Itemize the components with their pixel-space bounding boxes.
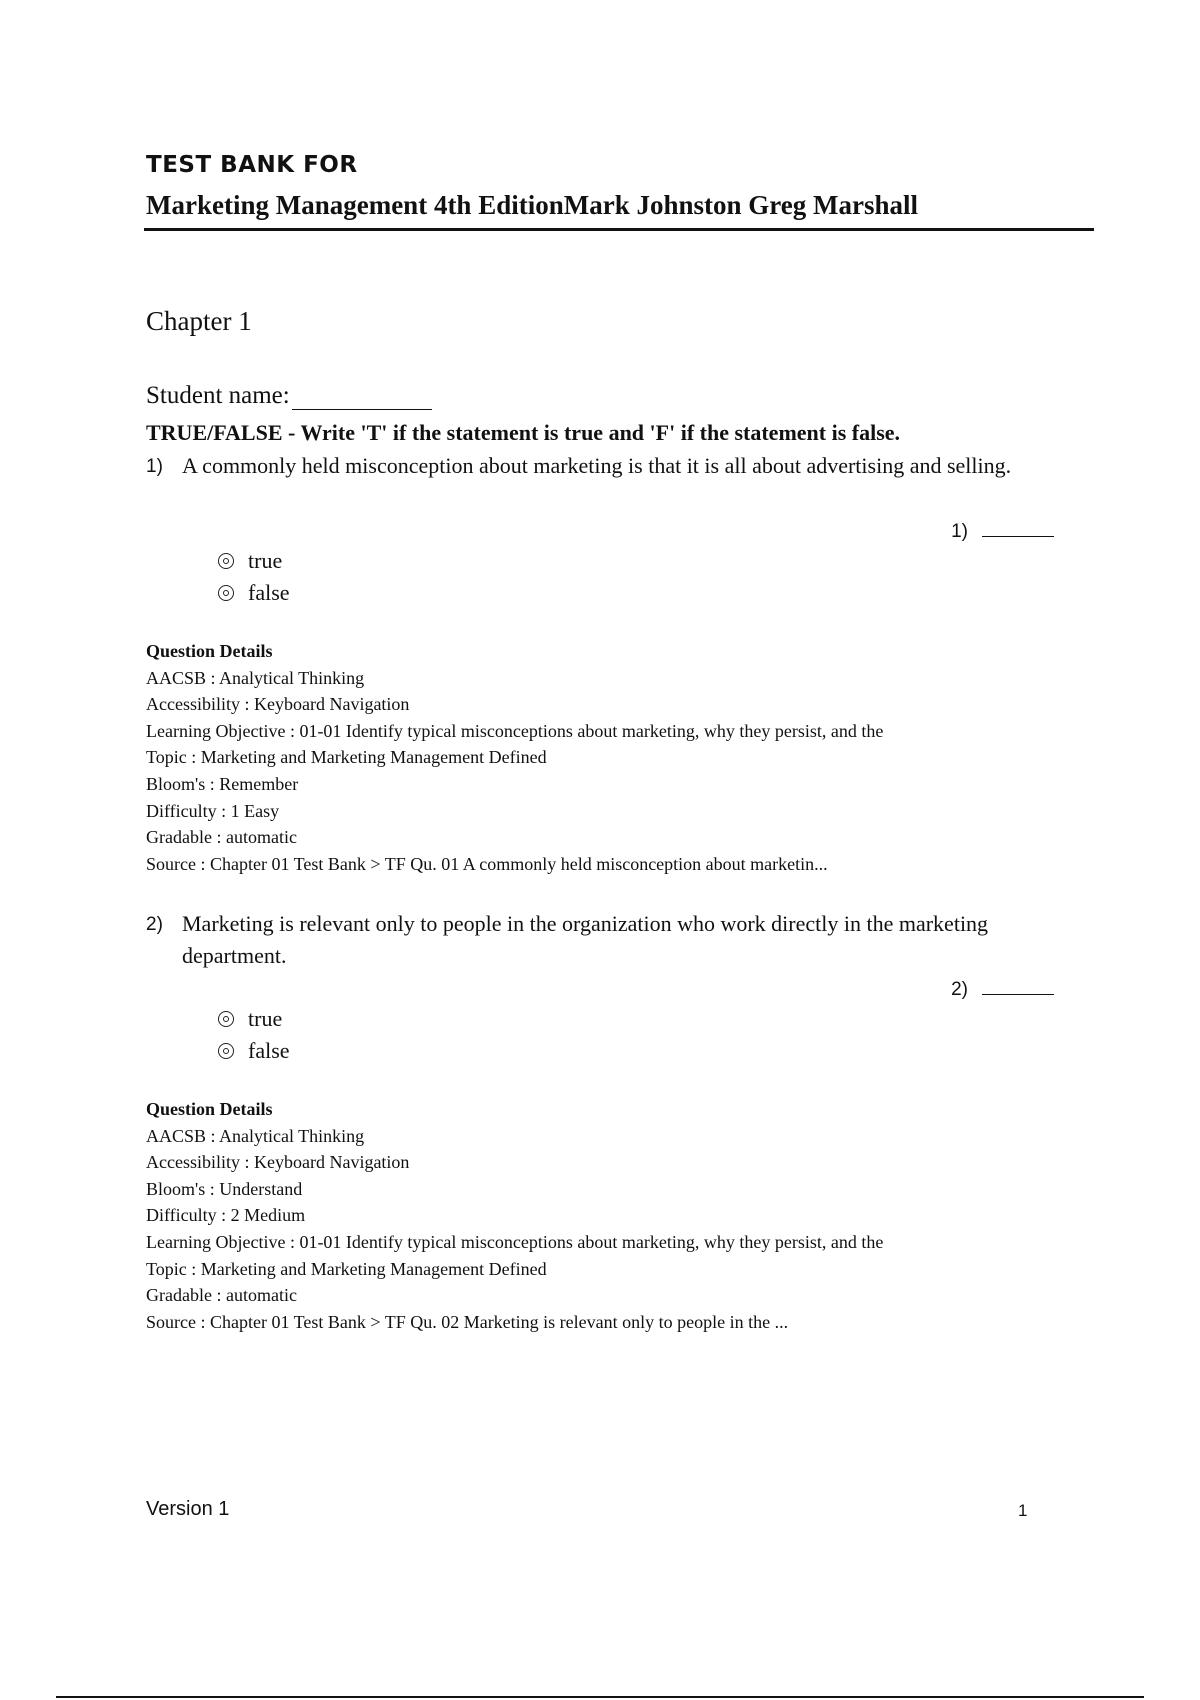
question-text: A commonly held misconception about marketing is that it is all about advertising and selling. — [182, 453, 1012, 478]
answer-options — [218, 1003, 290, 1067]
detail-line: Source : Chapter 01 Test Bank > TF Qu. 02 Marketing is relevant only to people in the ... — [146, 1311, 789, 1332]
doc-title: Marketing Management 4th EditionMark Johnston Greg Marshall — [146, 190, 918, 220]
detail-line: Bloom's : Remember — [146, 773, 299, 794]
answer-blank[interactable] — [982, 978, 1054, 995]
footer-version: Version 1 — [146, 1498, 230, 1520]
answer-slot — [951, 978, 1054, 1001]
details-heading: Question Details — [146, 641, 273, 661]
answer-options — [218, 545, 290, 609]
student-name-label: Student name: — [146, 382, 290, 409]
option-label: true — [248, 1006, 283, 1031]
instructions-text: TRUE/FALSE - Write 'T' if the statement is true and 'F' if the statement is false. — [146, 420, 901, 445]
radio-icon[interactable] — [218, 1043, 234, 1059]
option-false[interactable] — [218, 1035, 290, 1067]
chapter-heading: Chapter 1 — [146, 306, 252, 336]
detail-line: Bloom's : Understand — [146, 1178, 303, 1199]
answer-label: 2) — [951, 979, 968, 1000]
radio-icon[interactable] — [218, 585, 234, 601]
page-number: 1 — [1018, 1501, 1028, 1520]
detail-line: Accessibility : Keyboard Navigation — [146, 694, 410, 715]
detail-line: AACSB : Analytical Thinking — [146, 667, 365, 688]
detail-line: AACSB : Analytical Thinking — [146, 1125, 365, 1146]
detail-line: Difficulty : 1 Easy — [146, 800, 280, 821]
question-number: 1) — [146, 456, 163, 477]
option-true[interactable] — [218, 1003, 290, 1035]
question-details — [146, 638, 883, 877]
option-label: false — [248, 580, 290, 605]
question-1 — [146, 450, 1076, 874]
question-number: 2) — [146, 914, 163, 935]
question-text: Marketing is relevant only to people in the organization who work directly in the marketing department. — [182, 911, 989, 968]
details-heading: Question Details — [146, 1099, 273, 1119]
answer-blank[interactable] — [982, 520, 1054, 537]
detail-line: Source : Chapter 01 Test Bank > TF Qu. 01 A commonly held misconception about marketin... — [146, 853, 828, 874]
doc-kicker: TEST BANK FOR — [146, 152, 358, 178]
student-name-line — [146, 382, 432, 410]
detail-line: Accessibility : Keyboard Navigation — [146, 1152, 410, 1173]
answer-label: 1) — [951, 521, 968, 542]
detail-line: Difficulty : 2 Medium — [146, 1205, 306, 1226]
radio-icon[interactable] — [218, 553, 234, 569]
detail-line: Topic : Marketing and Marketing Management Defined — [146, 747, 547, 768]
detail-line: Topic : Marketing and Marketing Management Defined — [146, 1258, 547, 1279]
detail-line: Gradable : automatic — [146, 827, 297, 848]
option-label: true — [248, 548, 283, 573]
option-label: false — [248, 1038, 290, 1063]
student-name-blank[interactable] — [292, 387, 432, 410]
question-2 — [146, 908, 1076, 1332]
instructions — [146, 420, 900, 446]
option-false[interactable] — [218, 577, 290, 609]
bottom-divider — [56, 1696, 1144, 1698]
title-divider — [144, 228, 1094, 231]
detail-line: Gradable : automatic — [146, 1285, 297, 1306]
answer-slot — [951, 520, 1054, 543]
option-true[interactable] — [218, 545, 290, 577]
question-details — [146, 1096, 883, 1335]
radio-icon[interactable] — [218, 1011, 234, 1027]
detail-line: Learning Objective : 01-01 Identify typical misconceptions about marketing, why they persist, and the — [146, 720, 884, 741]
detail-line: Learning Objective : 01-01 Identify typical misconceptions about marketing, why they persist, and the — [146, 1231, 884, 1252]
